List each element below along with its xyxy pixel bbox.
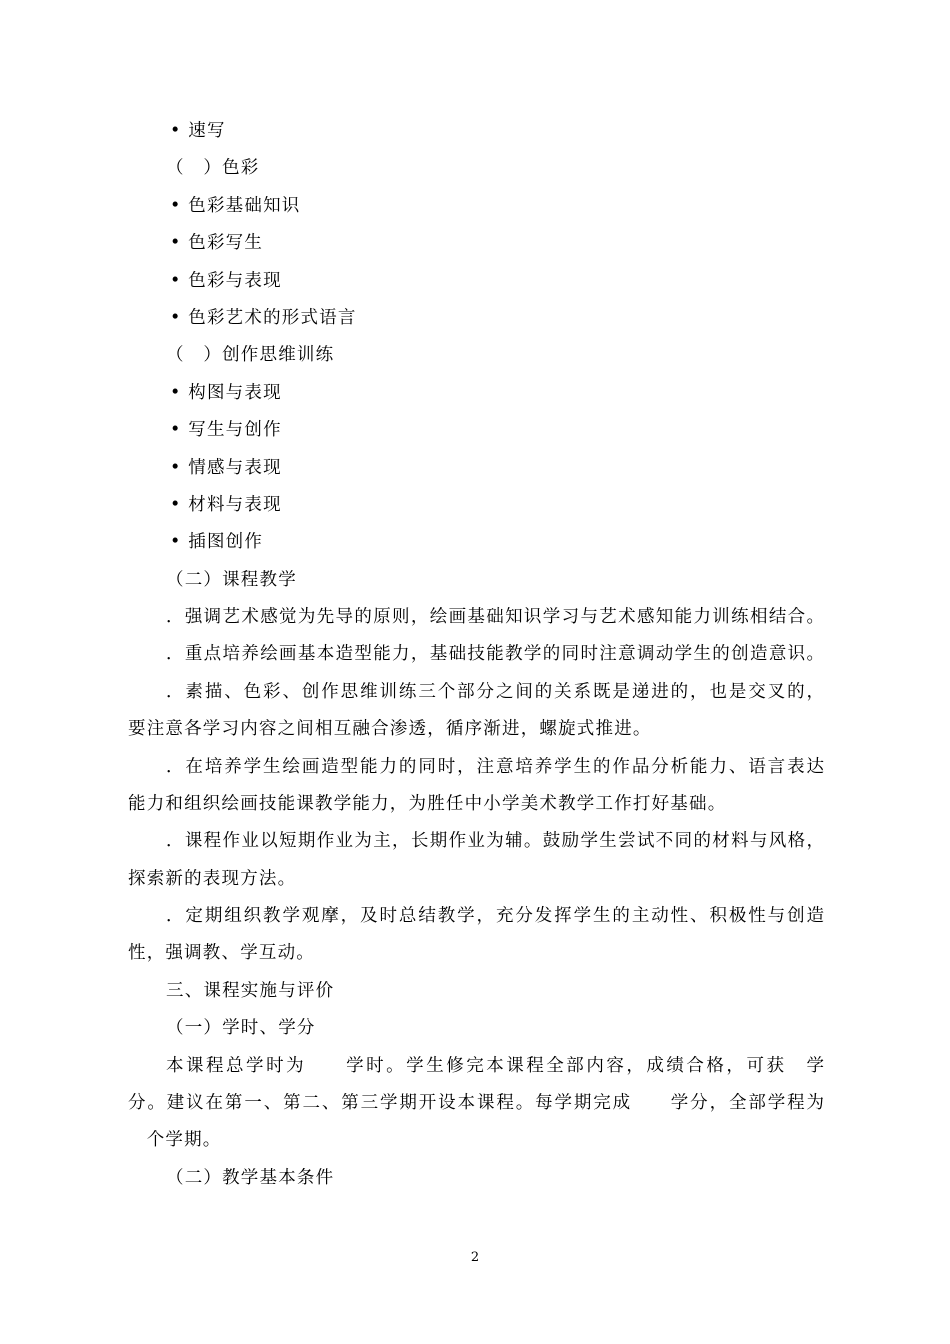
paragraph-line: ．在培养学生绘画造型能力的同时，注意培养学生的作品分析能力、语言表达 — [166, 757, 824, 777]
paragraph-line: ．强调艺术感觉为先导的原则，绘画基础知识学习与艺术感知能力训练相结合。 — [166, 607, 824, 627]
paragraph-line: 要注意各学习内容之间相互融合渗透，循序渐进，螺旋式推进。 — [128, 719, 652, 739]
section-heading: （一）学时、学分 — [166, 1018, 316, 1038]
paragraph-line: ．素描、色彩、创作思维训练三个部分之间的关系既是递进的，也是交叉的， — [166, 682, 824, 702]
bullet-item: • 插图创作 — [170, 532, 264, 552]
chapter-heading: 三、课程实施与评价 — [166, 981, 335, 1001]
paragraph-line: 本课程总学时为 学时。学生修完本课程全部内容，成绩合格，可获 学 — [166, 1056, 824, 1076]
paragraph-line: 能力和组织绘画技能课教学能力，为胜任中小学美术教学工作打好基础。 — [128, 794, 727, 814]
paragraph-line: ．定期组织教学观摩，及时总结教学，充分发挥学生的主动性、积极性与创造 — [166, 906, 824, 926]
bullet-item: • 色彩与表现 — [170, 271, 282, 291]
section-heading: （ ）创作思维训练 — [166, 345, 335, 365]
paragraph-line: 分。建议在第一、第二、第三学期开设本课程。每学期完成 学分，全部学程为 — [128, 1093, 824, 1113]
paragraph-line: 性，强调教、学互动。 — [128, 943, 315, 963]
bullet-item: • 材料与表现 — [170, 495, 282, 515]
bullet-item: • 色彩艺术的形式语言 — [170, 308, 357, 328]
paragraph-line: ．重点培养绘画基本造型能力，基础技能教学的同时注意调动学生的创造意识。 — [166, 644, 824, 664]
section-heading: （ ）色彩 — [166, 158, 260, 178]
bullet-item: • 构图与表现 — [170, 383, 282, 403]
paragraph-line: 个学期。 — [128, 1130, 222, 1150]
bullet-item: • 写生与创作 — [170, 420, 282, 440]
bullet-item: • 情感与表现 — [170, 458, 282, 478]
section-heading: （二）教学基本条件 — [166, 1168, 335, 1188]
bullet-item: • 色彩基础知识 — [170, 196, 301, 216]
bullet-item: • 速写 — [170, 121, 226, 141]
page-number: 2 — [470, 1250, 480, 1265]
section-heading: （二）课程教学 — [166, 570, 297, 590]
paragraph-line: ．课程作业以短期作业为主，长期作业为辅。鼓励学生尝试不同的材料与风格， — [166, 831, 824, 851]
paragraph-line: 探索新的表现方法。 — [128, 869, 297, 889]
bullet-item: • 色彩写生 — [170, 233, 264, 253]
